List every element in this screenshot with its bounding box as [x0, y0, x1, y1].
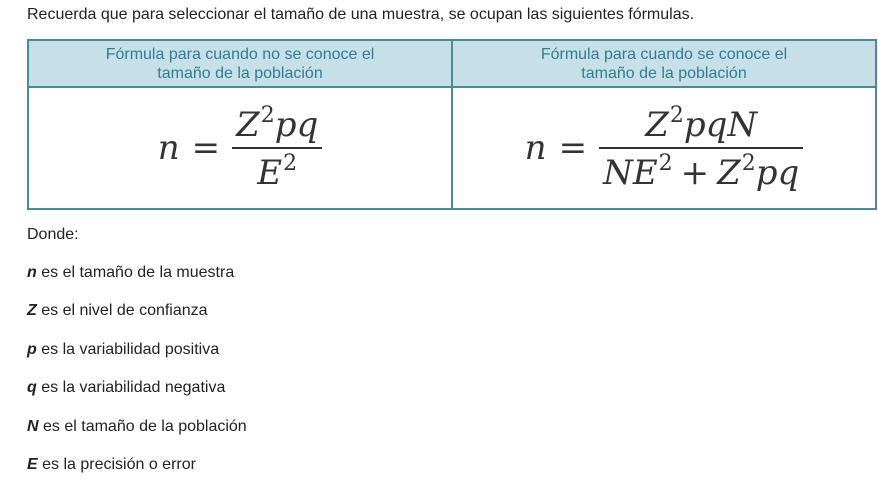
definition-q: [27, 378, 225, 398]
den-plus: +: [680, 153, 710, 193]
header-right-line1: Fórmula para cuando se conoce el: [540, 46, 788, 63]
den-z-exponent: 2: [741, 151, 756, 176]
formula-right-denominator: [599, 149, 803, 193]
header-right-line2: tamaño de la población: [581, 65, 747, 82]
den-ne: NE: [603, 153, 658, 193]
definition-text: es el nivel de confianza: [36, 302, 208, 319]
definition-text: es la variabilidad negativa: [36, 379, 226, 396]
definition-var: N: [27, 418, 39, 435]
formula-left-denominator: [253, 149, 301, 193]
header-left-line1: Fórmula para cuando no se conoce el: [105, 46, 375, 63]
definition-text: es la variabilidad positiva: [36, 341, 220, 358]
num-z: Z: [236, 105, 260, 145]
definition-e: [27, 455, 196, 475]
formula-known-population: [525, 103, 804, 193]
den-ne-exponent: 2: [658, 151, 673, 176]
formula-left-numerator: [232, 103, 322, 147]
definition-var: p: [27, 341, 37, 358]
formula-left-lhs: n: [157, 128, 180, 168]
den-z: Z: [717, 153, 741, 193]
header-known-population: [453, 41, 875, 88]
donde-label: Donde:: [27, 226, 79, 243]
formula-table: [27, 39, 877, 210]
definition-text: es el tamaño de la muestra: [36, 264, 235, 281]
definition-text: es el tamaño de la población: [38, 418, 247, 435]
definition-var: n: [27, 264, 37, 281]
header-unknown-population: [29, 41, 453, 88]
definition-n-upper: [27, 417, 247, 437]
formula-cell-known: [453, 88, 875, 208]
formula-left-equals: =: [191, 128, 221, 168]
definition-var: E: [27, 456, 38, 473]
num-z-exponent: 2: [260, 103, 275, 128]
definition-z: [27, 301, 208, 321]
num-pq: pq: [274, 105, 319, 145]
formula-cell-unknown: [29, 88, 453, 208]
formula-right-equals: =: [558, 128, 588, 168]
formula-right-numerator: [641, 103, 761, 147]
num-z: Z: [645, 105, 669, 145]
num-z-exponent: 2: [669, 103, 684, 128]
header-left-line2: tamaño de la población: [157, 65, 323, 82]
formula-unknown-population: [158, 103, 323, 193]
definition-var: Z: [27, 302, 37, 319]
definition-p: [27, 340, 219, 360]
definition-n: [27, 263, 234, 283]
formula-right-lhs: n: [524, 128, 547, 168]
definition-var: q: [27, 379, 37, 396]
formula-left-fraction: [232, 103, 322, 193]
den-e: E: [257, 153, 283, 193]
definition-text: es la precisión o error: [37, 456, 196, 473]
num-pqn: pqN: [683, 105, 758, 145]
formula-right-fraction: [599, 103, 803, 193]
den-e-exponent: 2: [283, 151, 298, 176]
den-pq: pq: [755, 153, 800, 193]
intro-text: Recuerda que para seleccionar el tamaño de una muestra, se ocupan las siguientes fórmulas.: [27, 6, 695, 23]
